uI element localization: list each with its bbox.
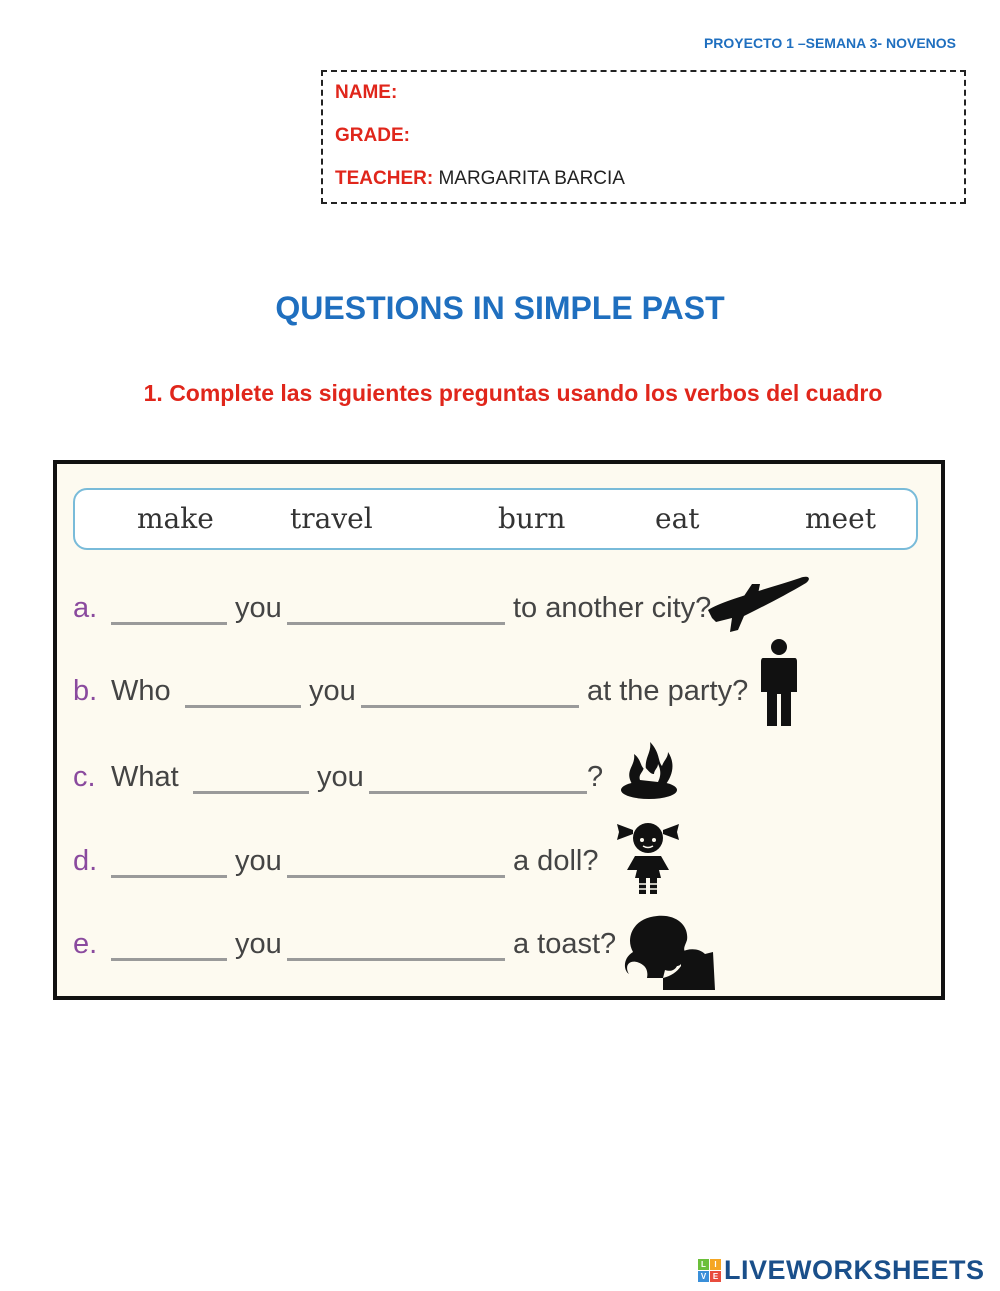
instruction-text: 1. Complete las siguientes preguntas usando los verbos del cuadro bbox=[143, 380, 883, 406]
answer-blank-2[interactable] bbox=[287, 875, 505, 878]
question-e bbox=[73, 928, 873, 968]
answer-blank-1[interactable] bbox=[185, 705, 301, 708]
grade-label: GRADE: bbox=[335, 125, 410, 146]
liveworksheets-logo bbox=[698, 1255, 985, 1285]
fire-icon bbox=[618, 740, 680, 802]
verb-eat: eat bbox=[655, 502, 700, 535]
question-letter: b. bbox=[73, 675, 98, 707]
answer-blank-1[interactable] bbox=[111, 622, 227, 625]
name-row bbox=[335, 82, 397, 104]
question-you: you bbox=[235, 592, 282, 624]
eating-person-icon bbox=[623, 912, 719, 992]
question-c bbox=[73, 761, 873, 801]
answer-blank-2[interactable] bbox=[361, 705, 579, 708]
question-lead: What bbox=[111, 761, 179, 793]
verb-travel: travel bbox=[290, 502, 373, 535]
verb-make: make bbox=[137, 502, 214, 535]
question-you: you bbox=[235, 845, 282, 877]
question-end: at the party? bbox=[587, 675, 749, 707]
question-end: to another city? bbox=[513, 592, 712, 624]
question-you: you bbox=[235, 928, 282, 960]
answer-blank-1[interactable] bbox=[111, 958, 227, 961]
question-b bbox=[73, 675, 873, 715]
page-title: QUESTIONS IN SIMPLE PAST bbox=[275, 290, 725, 326]
teacher-label: TEACHER: bbox=[335, 168, 434, 189]
question-letter: d. bbox=[73, 845, 98, 877]
question-letter: e. bbox=[73, 928, 98, 960]
project-header: PROYECTO 1 –SEMANA 3- NOVENOS bbox=[703, 35, 956, 51]
verb-meet: meet bbox=[805, 502, 876, 535]
question-end: a doll? bbox=[513, 845, 599, 877]
doll-icon bbox=[613, 818, 683, 898]
teacher-name: MARGARITA BARCIA bbox=[438, 168, 625, 189]
question-letter: c. bbox=[73, 761, 96, 793]
teacher-row bbox=[335, 168, 625, 190]
question-you: you bbox=[317, 761, 364, 793]
student-info-box bbox=[321, 70, 966, 204]
logo-mark: L I V E bbox=[698, 1259, 721, 1282]
answer-blank-2[interactable] bbox=[369, 791, 587, 794]
question-you: you bbox=[309, 675, 356, 707]
answer-blank-1[interactable] bbox=[193, 791, 309, 794]
answer-blank-2[interactable] bbox=[287, 958, 505, 961]
exercise-box bbox=[53, 460, 945, 1000]
airplane-icon bbox=[704, 570, 814, 636]
question-lead: Who bbox=[111, 675, 171, 707]
answer-blank-2[interactable] bbox=[287, 622, 505, 625]
question-end: ? bbox=[587, 761, 604, 793]
answer-blank-1[interactable] bbox=[111, 875, 227, 878]
person-icon bbox=[757, 638, 801, 730]
question-end: a toast? bbox=[513, 928, 617, 960]
name-label: NAME: bbox=[335, 82, 398, 103]
grade-row bbox=[335, 125, 410, 147]
verb-box bbox=[73, 488, 918, 550]
question-letter: a. bbox=[73, 592, 98, 624]
verb-burn: burn bbox=[498, 502, 566, 535]
logo-text: LIVEWORKSHEETS bbox=[724, 1254, 985, 1285]
question-d bbox=[73, 845, 873, 885]
